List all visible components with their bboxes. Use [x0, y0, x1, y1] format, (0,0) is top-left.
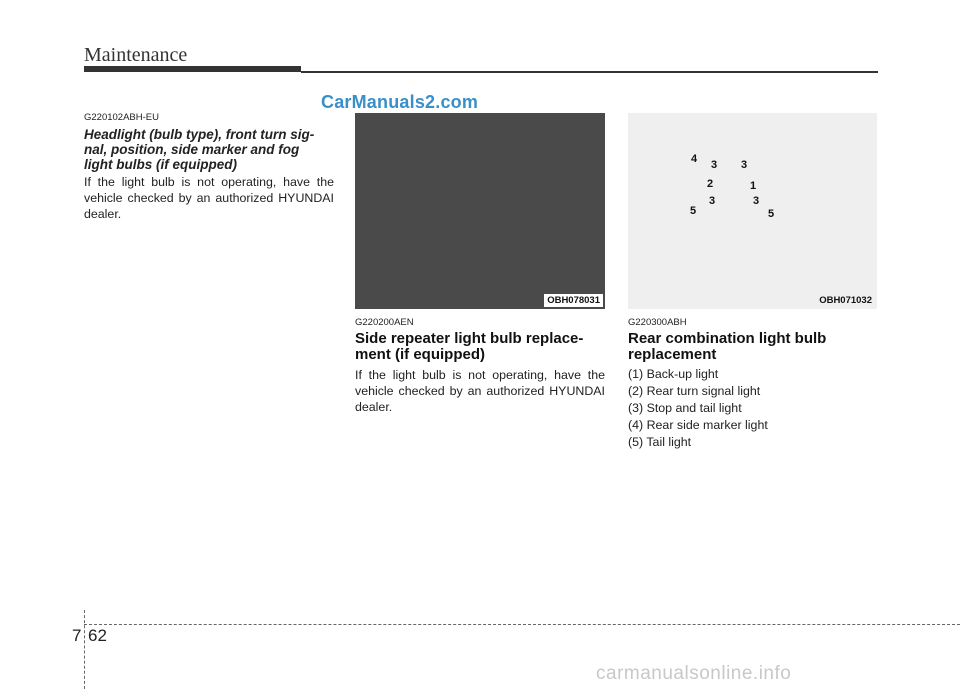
- chapter-number: 7: [72, 626, 82, 645]
- col1-subheading: [84, 127, 336, 172]
- diagram-number: 5: [690, 205, 697, 217]
- header-rule-thin: [301, 71, 878, 73]
- section-title: Maintenance: [84, 44, 188, 66]
- figure-label: OBH078031: [544, 294, 603, 307]
- list-item: (4) Rear side marker light: [628, 418, 768, 432]
- diagram-number: 2: [707, 178, 714, 190]
- list-item: (3) Stop and tail light: [628, 401, 742, 415]
- diagram-number: 1: [750, 180, 757, 192]
- footer-rule: [84, 624, 960, 625]
- list-item: (1) Back-up light: [628, 367, 719, 381]
- col3-heading: [628, 331, 878, 363]
- col1-subheading-line: Headlight (bulb type), front turn sig-: [84, 127, 315, 142]
- col1-subheading-line: light bulbs (if equipped): [84, 157, 237, 172]
- diagram-number: 3: [741, 159, 748, 171]
- col3-heading-line: replacement: [628, 346, 717, 363]
- watermark-link[interactable]: CarManuals2.com: [321, 92, 479, 112]
- col3-code: G220300ABH: [628, 317, 687, 328]
- figure-label: OBH071032: [819, 295, 872, 306]
- diagram-number: 5: [768, 208, 775, 220]
- col3-heading-line: Rear combination light bulb: [628, 330, 827, 347]
- header-rule-thick: [84, 66, 301, 72]
- col1-code: G220102ABH-EU: [84, 112, 159, 123]
- col2-code: G220200AEN: [355, 317, 414, 328]
- col1-body: If the light bulb is not operating, have the vehicle checked by an authorized HYUNDAI dealer.: [84, 175, 334, 221]
- col2-heading-line: ment (if equipped): [355, 346, 485, 363]
- diagram-number: 3: [709, 195, 716, 207]
- list-item: (5) Tail light: [628, 435, 692, 449]
- diagram-number: 4: [691, 153, 698, 165]
- list-item: (2) Rear turn signal light: [628, 384, 761, 398]
- col1-subheading-line: nal, position, side marker and fog: [84, 142, 300, 157]
- col2-body: If the light bulb is not operating, have the vehicle checked by an authorized HYUNDAI dealer.: [355, 368, 605, 414]
- col2-heading-line: Side repeater light bulb replace-: [355, 330, 584, 347]
- bottom-watermark: carmanualsonline.info: [596, 663, 792, 684]
- footer-divider: [84, 610, 85, 689]
- diagram-number: 3: [753, 195, 760, 207]
- bulb-list: [628, 366, 878, 451]
- side-repeater-photo: [355, 113, 605, 309]
- diagram-number: 3: [711, 159, 718, 171]
- page-number: 62: [88, 626, 107, 645]
- col2-heading: [355, 331, 607, 363]
- rear-combination-diagram: [628, 113, 877, 309]
